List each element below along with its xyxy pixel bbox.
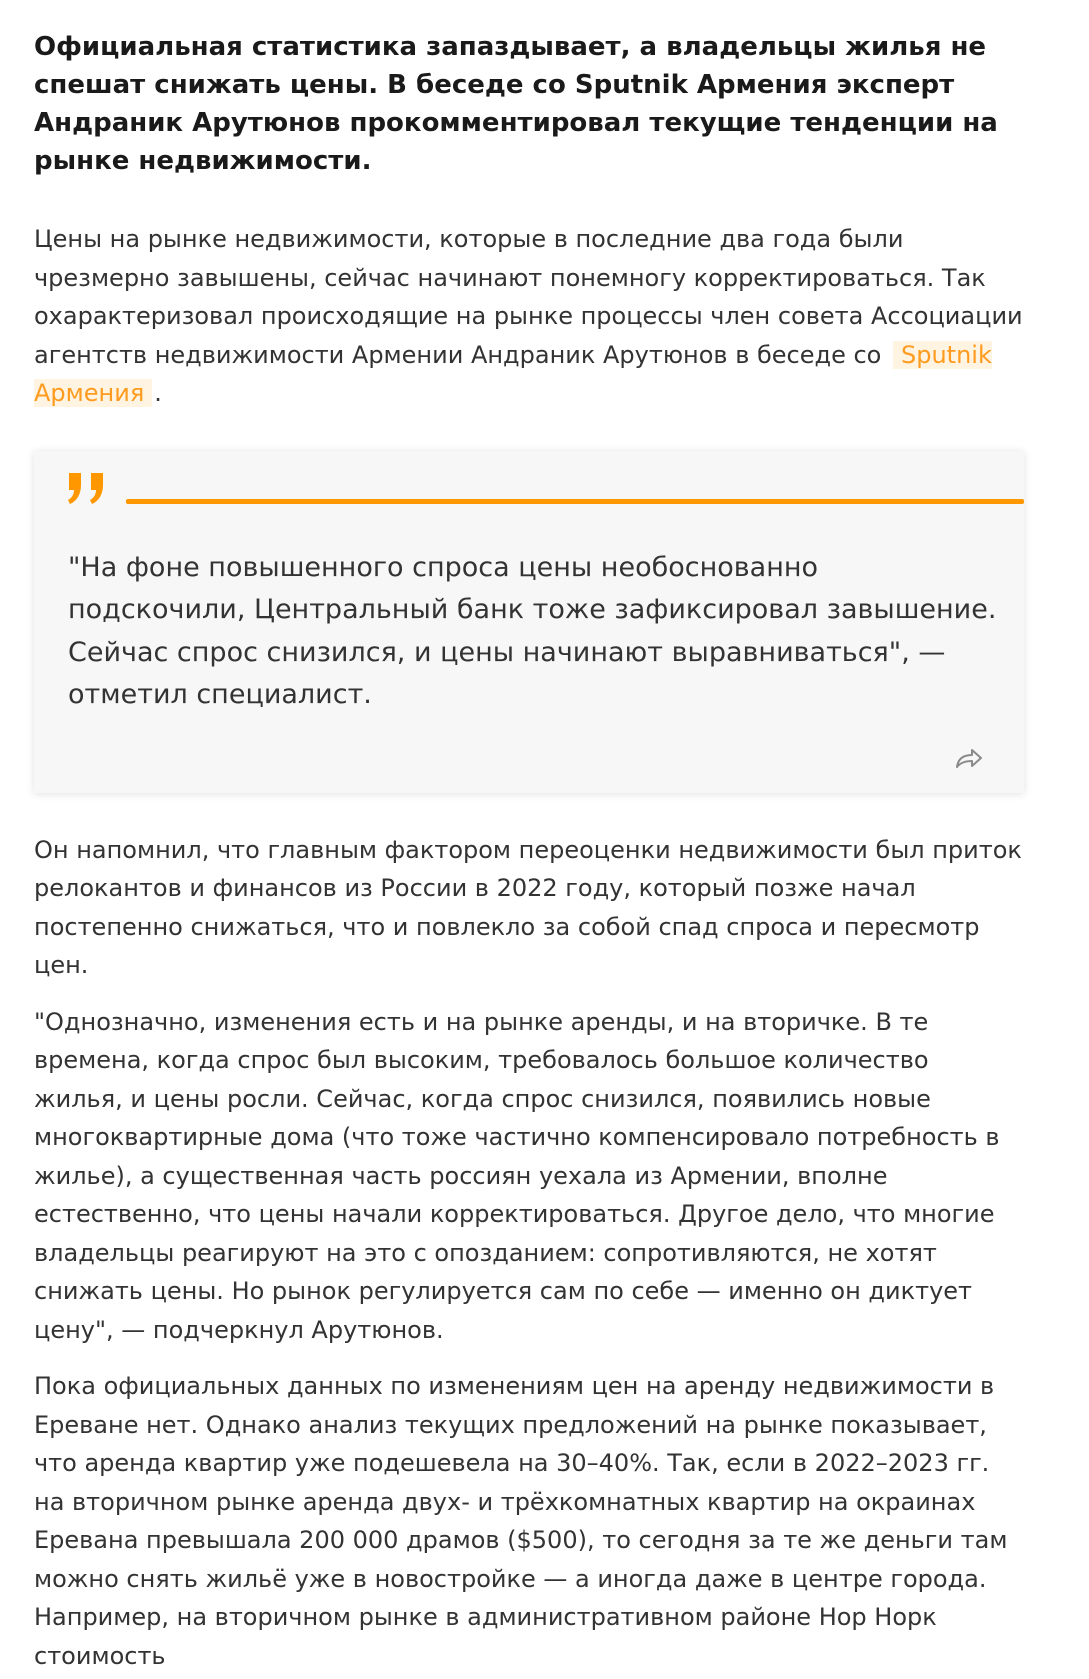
paragraph-relocants: Он напомнил, что главным фактором переоценки недвижимости был приток релокантов и финансов из России в 2022 году, который позже начал постепенно снижаться, что и повлекло за собой спад спроса и пересмотр цен. — [34, 835, 1022, 979]
paragraph-quote-arutyunov: "Однозначно, изменения есть и на рынке аренды, и на вторичке. В те времена, когда спрос был высоким, требовалось большое количество жилья, и цены росли. Сейчас, когда спрос снизился, появились новые многоквартирные дома (что тоже частично компенсировало потребность в жилье), а существенная часть россиян уехала из Армении, вполне естественно, что цены начали корректироваться. Другое дело, что многие владельцы реагируют на это с опозданием: сопротивляются, не хотят снижать цены. Но рынок регулируется сам по себе — именно он диктует цену", — подчеркнул Арутюнов. — [34, 1007, 1000, 1344]
quote-mark-icon — [67, 469, 109, 509]
quote-divider — [126, 499, 1024, 504]
paragraph-intro — [34, 220, 1024, 413]
share-icon[interactable] — [954, 746, 984, 770]
article-lead: Официальная статистика запаздывает, а владельцы жилья не спешат снижать цены. В беседе со Sputnik Армения эксперт Андраник Арутюнов прокомментировал текущие тенденции на рынке недвижимости. — [34, 32, 998, 176]
quote-block — [34, 451, 1024, 793]
paragraph-rent-prices: Пока официальных данных по изменениям цен на аренду недвижимости в Ереване нет. Однако анализ текущих предложений на рынке показывает, что аренда квартир уже подешевела на 30–40%. Так, если в 2022–2023 гг. на вторичном рынке аренда двух- и трёхкомнатных квартир на окраинах Еревана превышала 200 000 драмов ($500), то сегодня за те же деньги там можно снять жильё уже в новостройке — а иногда даже в центре города. Например, на вторичном рынке в административном районе Нор Норк стоимость — [34, 1372, 1008, 1670]
paragraph-intro-text: Цены на рынке недвижимости, которые в последние два года были чрезмерно завышены, сейчас начинают понемногу корректироваться. Так охарактеризовал происходящие на рынке процессы член совета Ассоциации агентств недвижимости Армении Андраник Арутюнов в беседе со — [34, 225, 1023, 369]
article-body — [34, 28, 1024, 1675]
sputnik-armenia-link[interactable]: Sputnik Армения — [34, 340, 992, 407]
paragraph-intro-end: . — [154, 379, 162, 407]
quote-text: "На фоне повышенного спроса цены необоснованно подскочили, Центральный банк тоже зафиксировал завышение. Сейчас спрос снизился, и цены начинают выравниваться", — отметил специалист. — [68, 551, 997, 710]
